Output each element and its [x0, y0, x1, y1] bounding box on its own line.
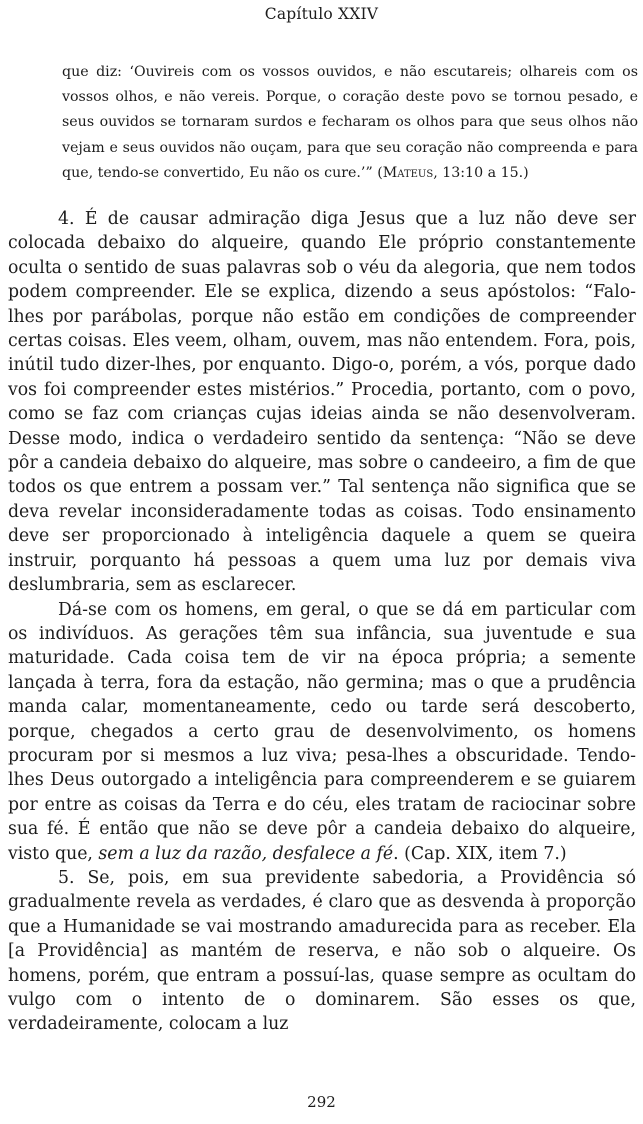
paragraph-item-5: 5. Se, pois, em sua previdente sabedoria, a Providência só gradualmente revela as verdades, é claro que as desvenda à proporção que a Humanidade se vai mostrando amadurecida para as receber. Ela [a Providência] as mantém de reserva, e não sob o alqueire. Os homens, porém, que entram a possuí-las, quase sempre as ocultam do vulgo com o intento de o dominarem. São esses os que, verdadeiramente, colocam a luz	[8, 867, 636, 1035]
quote-reference-book: Mateus	[382, 164, 434, 181]
quote-text: que diz: ‘Ouvireis com os vossos ouvidos, e não escutareis; olhareis com os vossos olhos, e não vereis. Porque, o coração deste povo se tornou pesado, e seus ouvidos se tornaram surdos e fecharam os olhos para que seus olhos não vejam e seus ouvidos não ouçam, para que seu coração não compreenda e para que, tendo-se convertido, Eu não os cure.’” (	[62, 64, 638, 181]
paragraph-item-4: 4. É de causar admiração diga Jesus que a luz não deve ser colocada debaixo do alqueire, quando Ele próprio constantemente oculta o sentido de suas palavras sob o véu da alegoria, que nem todos podem compreender. Ele se explica, dizendo a seus apóstolos: “Falo-lhes por parábolas, porque não estão em condições de compreender certas coisas. Eles veem, olham, ouvem, mas não entendem. Fora, pois, inútil tudo dizer-lhes, por enquanto. Digo-o, porém, a vós, porque dado vos foi compreender estes mistérios.” Procedia, portanto, com o povo, como se faz com crianças cujas ideias ainda se não desenvolveram. Desse modo, indica o verdadeiro sentido da sentença: “Não se deve pôr a candeia debaixo do alqueire, mas sobre o candeeiro, a fim de que todos os que entrem a possam ver.” Tal sentença não significa que se deva revelar inconsideradamente todas as coisas. Todo ensinamento deve ser proporcionado à inteligência daquele a quem se queira instruir, porquanto há pessoas a quem uma luz por demais viva deslumbraria, sem as esclarecer.	[8, 209, 636, 596]
paragraph-reference: . (Cap. XIX, item 7.)	[393, 843, 567, 864]
paragraph-text: Dá-se com os homens, em geral, o que se dá em particular com os indivíduos. As gerações têm sua infância, sua juventude e sua maturidade. Cada coisa tem de vir na época própria; a semente lançada à terra, fora da estação, não germina; mas o que a prudência manda calar, momentaneamente, cedo ou tarde será descoberto, porque, chegados a certo grau de desenvolvimento, os homens procuram por si mesmos a luz viva; pesa-lhes a obscuridade. Tendo-lhes Deus outorgado a inteligência para compreenderem e se guiarem por entre as coisas da Terra e do céu, eles tratam de raciocinar sobre sua fé. É então que não se deve pôr a candeia debaixo do alqueire, visto que,	[8, 599, 636, 864]
body-text	[8, 207, 636, 1037]
block-quote	[62, 60, 638, 186]
italic-phrase: sem a luz da razão, desfalece a fé	[98, 843, 394, 864]
running-head: Capítulo XXIV	[264, 5, 379, 23]
quote-reference-verse: , 13:10 a 15.)	[433, 164, 529, 181]
paragraph-generations	[8, 598, 636, 866]
page-number: 292	[307, 1093, 336, 1111]
